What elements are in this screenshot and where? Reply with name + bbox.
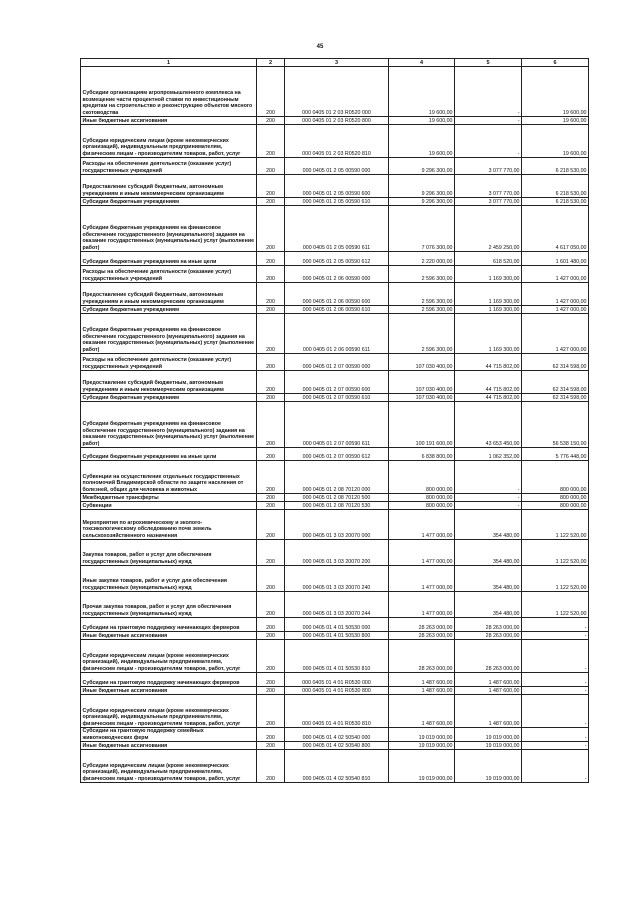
table-row (81, 728, 589, 742)
row-value-executed: 28 263 000,00 (455, 640, 522, 673)
row-budget-code: 000 0405 01 2 07 00590 611 (285, 402, 389, 448)
row-budget-code: 000 0405 01 4 01 50530 000 (285, 618, 389, 632)
table-row (81, 695, 589, 728)
row-admin-code: 200 (257, 283, 285, 306)
row-value-approved: 100 191 600,00 (389, 402, 455, 448)
row-value-approved: 2 596 300,00 (389, 283, 455, 306)
row-value-remaining: 1 122 520,00 (522, 592, 589, 618)
row-budget-code: 000 0405 01 3 03 20070 244 (285, 592, 389, 618)
row-value-approved: 800 000,00 (389, 494, 455, 502)
row-value-approved: 107 030 400,00 (389, 354, 455, 371)
row-name: Иные бюджетные ассигнования (81, 117, 257, 125)
row-value-executed: 44 715 802,00 (455, 394, 522, 402)
row-name: Расходы на обеспечение деятельности (оказание услуг) государственных учреждений (81, 354, 257, 371)
row-value-executed: 3 077 770,00 (455, 158, 522, 175)
row-admin-code: 200 (257, 206, 285, 252)
table-row (81, 502, 589, 510)
row-budget-code: 000 0405 01 2 06 00590 000 (285, 266, 389, 283)
row-budget-code: 000 0405 01 2 07 00590 610 (285, 394, 389, 402)
row-admin-code: 200 (257, 592, 285, 618)
row-value-approved: 9 296 300,00 (389, 175, 455, 198)
row-value-remaining: - (522, 742, 589, 750)
row-value-remaining: 1 122 520,00 (522, 566, 589, 592)
row-value-remaining: 4 617 050,00 (522, 206, 589, 252)
row-value-executed: - (455, 502, 522, 510)
row-value-executed: 28 263 000,00 (455, 618, 522, 632)
row-budget-code: 000 0405 01 4 02 50540 000 (285, 728, 389, 742)
row-name: Субсидии на грантовую поддержку семейных животноводческих ферм (81, 728, 257, 742)
row-value-remaining: - (522, 695, 589, 728)
row-admin-code: 200 (257, 198, 285, 206)
header-row (81, 59, 589, 67)
row-value-approved: 2 596 300,00 (389, 266, 455, 283)
row-value-remaining: 1 427 000,00 (522, 283, 589, 306)
row-budget-code: 000 0405 01 2 06 00590 600 (285, 283, 389, 306)
row-value-remaining: - (522, 750, 589, 783)
row-value-remaining: 6 218 530,00 (522, 198, 589, 206)
row-admin-code: 200 (257, 314, 285, 354)
table-row (81, 306, 589, 314)
row-admin-code: 200 (257, 117, 285, 125)
row-value-approved: 28 263 000,00 (389, 640, 455, 673)
row-value-approved: 1 477 000,00 (389, 566, 455, 592)
row-value-remaining: 800 000,00 (522, 461, 589, 494)
row-name: Иные бюджетные ассигнования (81, 687, 257, 695)
row-name: Субвенции (81, 502, 257, 510)
row-value-remaining: - (522, 728, 589, 742)
row-value-approved: 2 596 300,00 (389, 314, 455, 354)
table-row (81, 742, 589, 750)
row-value-executed: 354 480,00 (455, 592, 522, 618)
row-name: Закупка товаров, работ и услуг для обеспечения государственных (муниципальных) нужд (81, 540, 257, 566)
row-value-executed: 3 077 770,00 (455, 175, 522, 198)
row-value-executed: 43 653 450,00 (455, 402, 522, 448)
row-budget-code: 000 0405 01 4 02 50540 800 (285, 742, 389, 750)
row-name: Субсидии бюджетным учреждениям (81, 394, 257, 402)
row-value-approved: 28 263 000,00 (389, 618, 455, 632)
row-value-remaining: 5 776 448,00 (522, 448, 589, 461)
row-value-approved: 19 600,00 (389, 117, 455, 125)
row-name: Субсидии организациям агропромышленного комплекса на возмещение части процентной ставки по инвестиционным кредитам на строительство и реконструкцию объектов мясного скотоводства (81, 67, 257, 117)
row-name: Субсидии юридическим лицам (кроме некоммерческих организаций), индивидуальным предпринимателям, физическим лицам - производителям товаров, работ, услуг (81, 695, 257, 728)
row-value-remaining: 6 218 530,00 (522, 158, 589, 175)
row-value-executed: 354 480,00 (455, 566, 522, 592)
row-value-approved: 1 477 000,00 (389, 510, 455, 540)
row-value-approved: 7 076 300,00 (389, 206, 455, 252)
row-value-approved: 19 600,00 (389, 125, 455, 158)
row-value-executed: 1 487 600,00 (455, 687, 522, 695)
table-row (81, 510, 589, 540)
table-row (81, 448, 589, 461)
row-value-executed: 1 169 300,00 (455, 283, 522, 306)
table-row (81, 198, 589, 206)
row-value-approved: 19 019 000,00 (389, 750, 455, 783)
row-value-executed: - (455, 67, 522, 117)
row-value-remaining: 19 600,00 (522, 125, 589, 158)
table-row (81, 175, 589, 198)
table-row (81, 632, 589, 640)
row-name: Субсидии бюджетным учреждениям на иные цели (81, 448, 257, 461)
column-header: 3 (285, 59, 389, 67)
row-value-remaining: 6 218 530,00 (522, 175, 589, 198)
row-name: Субсидии бюджетным учреждениям на финансовое обеспечение государственного (муниципального) задания на оказание государственных (муниципальных) услуг (выполнение работ) (81, 314, 257, 354)
row-value-executed: 28 263 000,00 (455, 632, 522, 640)
row-budget-code: 000 0405 01 4 01 R0530 000 (285, 673, 389, 687)
row-value-remaining: 800 000,00 (522, 502, 589, 510)
row-name: Предоставление субсидий бюджетным, автономным учреждениям и иным некоммерческим организациям (81, 283, 257, 306)
row-value-approved: 19 019 000,00 (389, 728, 455, 742)
table-row (81, 354, 589, 371)
table-row (81, 394, 589, 402)
row-budget-code: 000 0405 01 4 02 50540 810 (285, 750, 389, 783)
row-name: Субсидии юридическим лицам (кроме некоммерческих организаций), индивидуальным предпринимателям, физическим лицам - производителям товаров, работ, услуг (81, 640, 257, 673)
row-value-executed: 1 487 600,00 (455, 673, 522, 687)
row-admin-code: 200 (257, 266, 285, 283)
row-value-executed: 354 480,00 (455, 540, 522, 566)
table-row (81, 67, 589, 117)
row-name: Субсидии юридическим лицам (кроме некоммерческих организаций), индивидуальным предпринимателям, физическим лицам - производителям товаров, работ, услуг (81, 125, 257, 158)
row-budget-code: 000 0405 01 2 03 R0520 810 (285, 125, 389, 158)
page-number: 45 (316, 44, 324, 50)
row-admin-code: 200 (257, 125, 285, 158)
row-budget-code: 000 0405 01 2 08 70120 530 (285, 502, 389, 510)
row-value-remaining: 1 122 520,00 (522, 510, 589, 540)
row-value-remaining: 1 601 480,00 (522, 252, 589, 266)
row-name: Субсидии на грантовую поддержку начинающих фермеров (81, 618, 257, 632)
row-name: Расходы на обеспечение деятельности (оказание услуг) государственных учреждений (81, 158, 257, 175)
row-value-remaining: - (522, 687, 589, 695)
row-admin-code: 200 (257, 687, 285, 695)
row-name: Предоставление субсидий бюджетным, автономным учреждениям и иным некоммерческим организациям (81, 371, 257, 394)
row-value-executed: 44 715 802,00 (455, 354, 522, 371)
row-name: Иные закупки товаров, работ и услуг для обеспечения государственных (муниципальных) нужд (81, 566, 257, 592)
row-value-executed: 354 480,00 (455, 510, 522, 540)
column-header: 5 (455, 59, 522, 67)
table-row (81, 371, 589, 394)
table-row (81, 125, 589, 158)
table-row (81, 687, 589, 695)
row-value-approved: 2 220 000,00 (389, 252, 455, 266)
table-row (81, 592, 589, 618)
row-name: Межбюджетные трансферты (81, 494, 257, 502)
row-value-executed: - (455, 494, 522, 502)
row-name: Субсидии бюджетным учреждениям на финансовое обеспечение государственного (муниципального) задания на оказание государственных (муниципальных) услуг (выполнение работ) (81, 206, 257, 252)
row-budget-code: 000 0405 01 2 06 00590 610 (285, 306, 389, 314)
table-row (81, 494, 589, 502)
row-budget-code: 000 0405 01 2 07 00590 600 (285, 371, 389, 394)
row-value-executed: - (455, 461, 522, 494)
row-value-approved: 1 477 000,00 (389, 592, 455, 618)
row-admin-code: 200 (257, 566, 285, 592)
row-value-executed: 19 019 000,00 (455, 742, 522, 750)
column-header: 2 (257, 59, 285, 67)
row-value-approved: 1 487 600,00 (389, 695, 455, 728)
row-budget-code: 000 0405 01 2 08 70120 500 (285, 494, 389, 502)
row-name: Субсидии бюджетным учреждениям (81, 306, 257, 314)
table-row (81, 540, 589, 566)
row-budget-code: 000 0405 01 4 01 50530 810 (285, 640, 389, 673)
row-value-remaining: - (522, 673, 589, 687)
row-value-approved: 6 838 800,00 (389, 448, 455, 461)
row-value-remaining: - (522, 618, 589, 632)
row-value-approved: 28 263 000,00 (389, 632, 455, 640)
row-admin-code: 200 (257, 158, 285, 175)
row-value-remaining: 56 538 150,00 (522, 402, 589, 448)
row-value-approved: 2 596 300,00 (389, 306, 455, 314)
row-budget-code: 000 0405 01 4 01 R0530 810 (285, 695, 389, 728)
table-row (81, 566, 589, 592)
row-name: Субсидии бюджетным учреждениям (81, 198, 257, 206)
table-row (81, 266, 589, 283)
table-row (81, 158, 589, 175)
row-admin-code: 200 (257, 306, 285, 314)
row-name: Мероприятия по агрохимическому и эколого-токсикологическому обследованию почв земель сельскохозяйственного назначения (81, 510, 257, 540)
row-admin-code: 200 (257, 510, 285, 540)
table-row (81, 283, 589, 306)
row-value-executed: 1 169 300,00 (455, 266, 522, 283)
column-header: 6 (522, 59, 589, 67)
column-header: 1 (81, 59, 257, 67)
row-budget-code: 000 0405 01 3 03 20070 200 (285, 540, 389, 566)
row-name: Субсидии юридическим лицам (кроме некоммерческих организаций), индивидуальным предпринимателям, физическим лицам - производителям товаров, работ, услуг (81, 750, 257, 783)
row-name: Субвенции на осуществление отдельных государственных полномочий Владимирской области по защите населения от болезней, общих для человека и животных (81, 461, 257, 494)
row-name: Предоставление субсидий бюджетным, автономным учреждениям и иным некоммерческим организациям (81, 175, 257, 198)
row-admin-code: 200 (257, 402, 285, 448)
row-budget-code: 000 0405 01 4 01 50530 800 (285, 632, 389, 640)
row-admin-code: 200 (257, 252, 285, 266)
row-value-approved: 1 487 600,00 (389, 673, 455, 687)
row-value-approved: 800 000,00 (389, 461, 455, 494)
row-admin-code: 200 (257, 175, 285, 198)
table-row (81, 314, 589, 354)
row-name: Субсидии бюджетным учреждениям на иные цели (81, 252, 257, 266)
row-budget-code: 000 0405 01 2 08 70120 000 (285, 461, 389, 494)
row-budget-code: 000 0405 01 2 05 00590 000 (285, 158, 389, 175)
row-admin-code: 200 (257, 67, 285, 117)
row-admin-code: 200 (257, 371, 285, 394)
row-name: Субсидии бюджетным учреждениям на финансовое обеспечение государственного (муниципального) задания на оказание государственных (муниципальных) услуг (выполнение работ) (81, 402, 257, 448)
row-value-remaining: - (522, 632, 589, 640)
row-value-executed: 1 169 300,00 (455, 306, 522, 314)
row-admin-code: 200 (257, 448, 285, 461)
row-admin-code: 200 (257, 354, 285, 371)
row-value-remaining: 1 427 000,00 (522, 314, 589, 354)
row-value-executed: - (455, 117, 522, 125)
row-budget-code: 000 0405 01 2 05 00590 611 (285, 206, 389, 252)
row-value-remaining: 1 122 520,00 (522, 540, 589, 566)
row-budget-code: 000 0405 01 2 03 R0520 800 (285, 117, 389, 125)
row-budget-code: 000 0405 01 2 03 R0520 000 (285, 67, 389, 117)
row-value-approved: 107 030 400,00 (389, 371, 455, 394)
row-admin-code: 200 (257, 461, 285, 494)
row-admin-code: 200 (257, 728, 285, 742)
row-admin-code: 200 (257, 632, 285, 640)
row-admin-code: 200 (257, 494, 285, 502)
table-row (81, 750, 589, 783)
row-budget-code: 000 0405 01 2 07 00590 612 (285, 448, 389, 461)
row-admin-code: 200 (257, 394, 285, 402)
row-budget-code: 000 0405 01 4 01 R0530 800 (285, 687, 389, 695)
row-name: Прочая закупка товаров, работ и услуг для обеспечения государственных (муниципальных) нужд (81, 592, 257, 618)
row-value-executed: 19 019 000,00 (455, 728, 522, 742)
row-admin-code: 200 (257, 618, 285, 632)
row-value-approved: 800 000,00 (389, 502, 455, 510)
row-value-approved: 19 600,00 (389, 67, 455, 117)
row-value-remaining: 1 427 000,00 (522, 266, 589, 283)
budget-table (80, 58, 589, 783)
row-budget-code: 000 0405 01 3 03 20070 000 (285, 510, 389, 540)
row-value-remaining: - (522, 640, 589, 673)
table-row (81, 461, 589, 494)
table-row (81, 252, 589, 266)
table-row (81, 117, 589, 125)
row-admin-code: 200 (257, 673, 285, 687)
row-value-remaining: 1 427 000,00 (522, 306, 589, 314)
row-value-executed: 618 520,00 (455, 252, 522, 266)
table-row (81, 618, 589, 632)
row-budget-code: 000 0405 01 2 05 00590 612 (285, 252, 389, 266)
row-value-executed: - (455, 125, 522, 158)
row-value-executed: 2 459 250,00 (455, 206, 522, 252)
row-value-approved: 9 296 300,00 (389, 198, 455, 206)
row-value-executed: 1 062 352,00 (455, 448, 522, 461)
row-budget-code: 000 0405 01 2 05 00590 610 (285, 198, 389, 206)
table-row (81, 640, 589, 673)
row-name: Иные бюджетные ассигнования (81, 632, 257, 640)
row-admin-code: 200 (257, 750, 285, 783)
row-value-approved: 19 019 000,00 (389, 742, 455, 750)
row-admin-code: 200 (257, 742, 285, 750)
row-value-executed: 19 019 000,00 (455, 750, 522, 783)
row-admin-code: 200 (257, 640, 285, 673)
row-value-executed: 3 077 770,00 (455, 198, 522, 206)
table-row (81, 206, 589, 252)
row-value-remaining: 800 000,00 (522, 494, 589, 502)
row-name: Расходы на обеспечение деятельности (оказание услуг) государственных учреждений (81, 266, 257, 283)
row-admin-code: 200 (257, 502, 285, 510)
row-admin-code: 200 (257, 695, 285, 728)
row-value-remaining: 62 314 598,00 (522, 354, 589, 371)
column-header: 4 (389, 59, 455, 67)
row-value-executed: 44 715 802,00 (455, 371, 522, 394)
row-value-approved: 107 030 400,00 (389, 394, 455, 402)
row-budget-code: 000 0405 01 2 07 00590 000 (285, 354, 389, 371)
row-value-remaining: 19 600,00 (522, 67, 589, 117)
row-budget-code: 000 0405 01 3 03 20070 240 (285, 566, 389, 592)
row-name: Иные бюджетные ассигнования (81, 742, 257, 750)
row-admin-code: 200 (257, 540, 285, 566)
row-value-executed: 1 169 300,00 (455, 314, 522, 354)
row-budget-code: 000 0405 01 2 05 00590 600 (285, 175, 389, 198)
row-name: Субсидии на грантовую поддержку начинающих фермеров (81, 673, 257, 687)
row-value-approved: 9 296 300,00 (389, 158, 455, 175)
row-value-remaining: 62 314 598,00 (522, 394, 589, 402)
row-value-approved: 1 487 600,00 (389, 687, 455, 695)
row-budget-code: 000 0405 01 2 06 00590 611 (285, 314, 389, 354)
row-value-approved: 1 477 000,00 (389, 540, 455, 566)
table-row (81, 673, 589, 687)
row-value-remaining: 19 600,00 (522, 117, 589, 125)
table-row (81, 402, 589, 448)
row-value-executed: 1 487 600,00 (455, 695, 522, 728)
row-value-remaining: 62 314 598,00 (522, 371, 589, 394)
